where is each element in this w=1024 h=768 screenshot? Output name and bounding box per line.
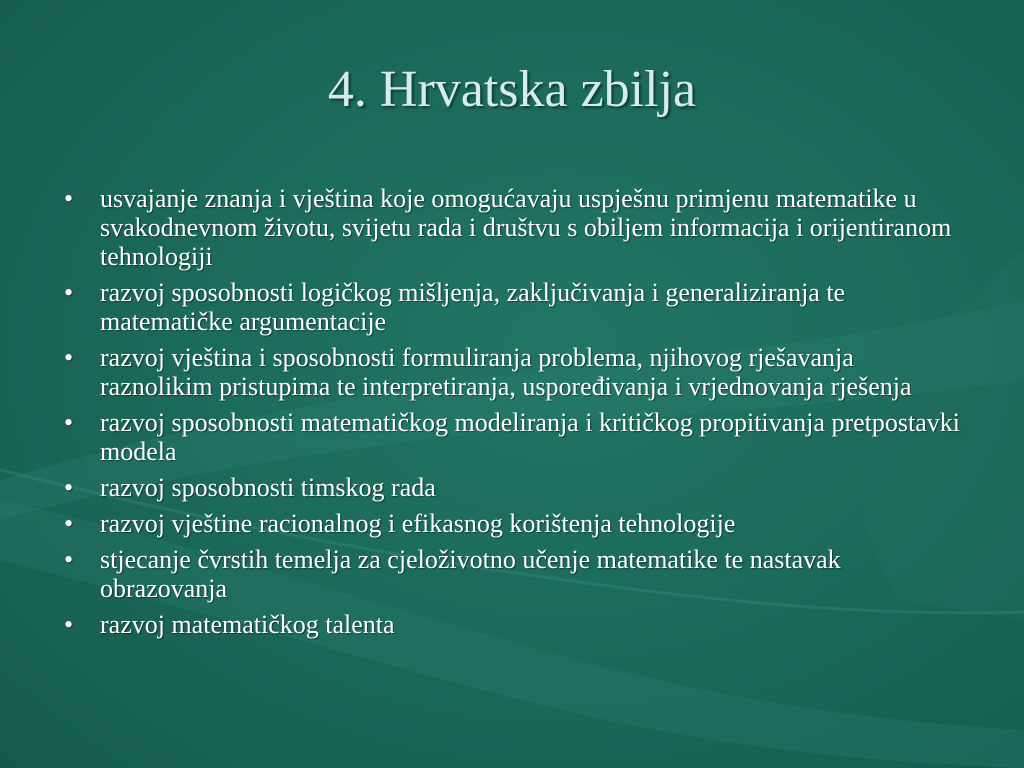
- bullet-text: stjecanje čvrstih temelja za cjeloživotno učenje matematike te nastavak obrazovanja: [100, 545, 841, 603]
- bullet-text: usvajanje znanja i vještina koje omogućavaju uspješnu primjenu matematike u svakodnevnom životu, svijetu rada i društvu s obiljem informacija i orijentiranom tehnologiji: [100, 184, 952, 271]
- bullet-item: [60, 473, 965, 502]
- bullet-item: [60, 184, 965, 271]
- bullet-icon: •: [64, 184, 74, 213]
- bullet-item: [60, 545, 965, 603]
- bullet-item: [60, 509, 965, 538]
- bullet-icon: •: [64, 509, 74, 538]
- bullet-icon: •: [64, 473, 74, 502]
- bullet-list: [60, 184, 965, 646]
- slide-title: 4. Hrvatska zbilja: [327, 61, 697, 118]
- bullet-icon: •: [64, 408, 74, 437]
- bullet-text: razvoj sposobnosti logičkog mišljenja, zaključivanja i generaliziranja te matematičke argumentacije: [100, 278, 846, 336]
- bullet-icon: •: [64, 343, 74, 372]
- bullet-text: razvoj vještina i sposobnosti formuliranja problema, njihovog rješavanja raznolikim pristupima te interpretiranja, uspoređivanja i vrjednovanja rješenja: [100, 343, 912, 401]
- bullet-icon: •: [64, 545, 74, 574]
- bullet-text: razvoj vještine racionalnog i efikasnog korištenja tehnologije: [100, 509, 736, 538]
- bullet-text: razvoj matematičkog talenta: [100, 610, 395, 639]
- bullet-text: razvoj sposobnosti timskog rada: [100, 473, 436, 502]
- bullet-item: [60, 343, 965, 401]
- bullet-item: [60, 278, 965, 336]
- bullet-item: [60, 610, 965, 639]
- bullet-text: razvoj sposobnosti matematičkog modeliranja i kritičkog propitivanja pretpostavki modela: [100, 408, 960, 466]
- bullet-icon: •: [64, 278, 74, 307]
- bullet-item: [60, 408, 965, 466]
- bullet-icon: •: [64, 610, 74, 639]
